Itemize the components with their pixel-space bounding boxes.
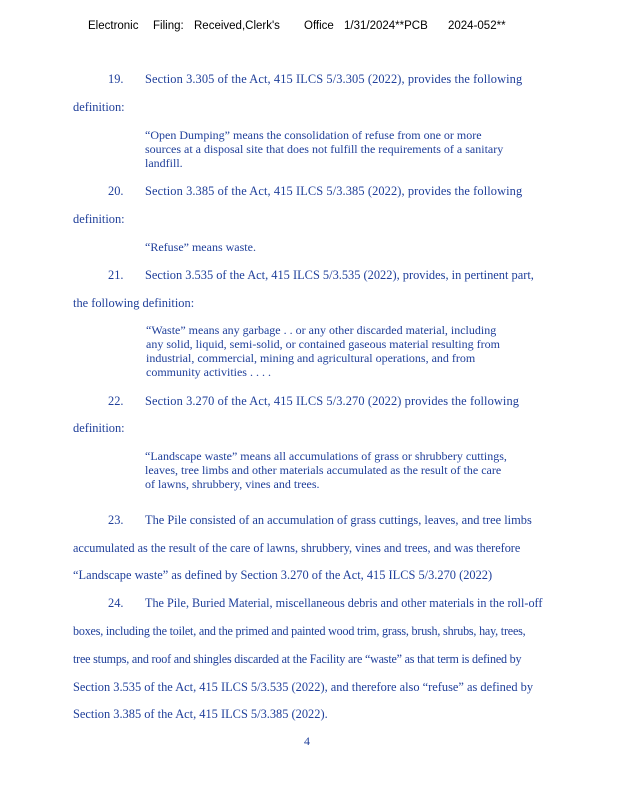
quote-21-line: community activities . . . .	[146, 365, 271, 379]
header-received: Received,Clerk's	[194, 20, 280, 32]
paragraph-20-line: definition:	[73, 212, 125, 226]
header-date: 1/31/2024**PCB	[344, 20, 428, 32]
paragraph-number-20: 20.	[108, 184, 124, 198]
quote-21-line: any solid, liquid, semi-solid, or contained gaseous material resulting from	[146, 337, 500, 351]
quote-20-line: “Refuse” means waste.	[145, 240, 256, 254]
paragraph-19-line: Section 3.305 of the Act, 415 ILCS 5/3.305 (2022), provides the following	[145, 72, 523, 86]
paragraph-23-line: The Pile consisted of an accumulation of grass cuttings, leaves, and tree limbs	[145, 513, 532, 527]
quote-19-line: sources at a disposal site that does not fulfill the requirements of a sanitary	[145, 142, 504, 156]
paragraph-21-line: Section 3.535 of the Act, 415 ILCS 5/3.535 (2022), provides, in pertinent part,	[145, 268, 534, 282]
paragraph-23-line: “Landscape waste” as defined by Section 3.270 of the Act, 415 ILCS 5/3.270 (2022)	[73, 568, 493, 582]
paragraph-23-line: accumulated as the result of the care of lawns, shrubbery, vines and trees, and was therefore	[73, 541, 521, 555]
paragraph-21-line: the following definition:	[73, 296, 195, 310]
paragraph-19-line: definition:	[73, 100, 125, 114]
quote-22-line: of lawns, shrubbery, vines and trees.	[145, 477, 320, 491]
header-electronic: Electronic	[88, 20, 139, 32]
quote-21-line: “Waste” means any garbage . . or any other discarded material, including	[146, 323, 497, 337]
paragraph-24-line: Section 3.385 of the Act, 415 ILCS 5/3.385 (2022).	[73, 707, 328, 721]
paragraph-24-line: Section 3.535 of the Act, 415 ILCS 5/3.535 (2022), and therefore also “refuse” as defined by	[73, 680, 534, 694]
paragraph-24-line: The Pile, Buried Material, miscellaneous debris and other materials in the roll-off	[145, 596, 543, 610]
paragraph-number-21: 21.	[108, 268, 124, 282]
quote-21-line: industrial, commercial, mining and agricultural operations, and from	[146, 351, 476, 365]
quote-19-line: landfill.	[145, 156, 183, 170]
paragraph-22-line: definition:	[73, 421, 125, 435]
paragraph-24-line: boxes, including the toilet, and the primed and painted wood trim, grass, brush, shrubs, hay, trees,	[73, 624, 526, 638]
header-docket: 2024-052**	[448, 20, 506, 32]
header-filing: Filing:	[153, 20, 184, 32]
quote-22-line: leaves, tree limbs and other materials accumulated as the result of the care	[145, 463, 502, 477]
header-office: Office	[304, 20, 334, 32]
paragraph-number-23: 23.	[108, 513, 124, 527]
quote-22-line: “Landscape waste” means all accumulations of grass or shrubbery cuttings,	[145, 449, 507, 463]
page-number: 4	[304, 734, 310, 748]
quote-19-line: “Open Dumping” means the consolidation of refuse from one or more	[145, 128, 482, 142]
paragraph-22-line: Section 3.270 of the Act, 415 ILCS 5/3.270 (2022) provides the following	[145, 394, 520, 408]
paragraph-number-24: 24.	[108, 596, 124, 610]
paragraph-number-19: 19.	[108, 72, 124, 86]
paragraph-24-line: tree stumps, and roof and shingles discarded at the Facility are “waste” as that term is defined by	[73, 652, 522, 666]
paragraph-number-22: 22.	[108, 394, 124, 408]
paragraph-20-line: Section 3.385 of the Act, 415 ILCS 5/3.385 (2022), provides the following	[145, 184, 523, 198]
filing-header	[0, 20, 618, 36]
